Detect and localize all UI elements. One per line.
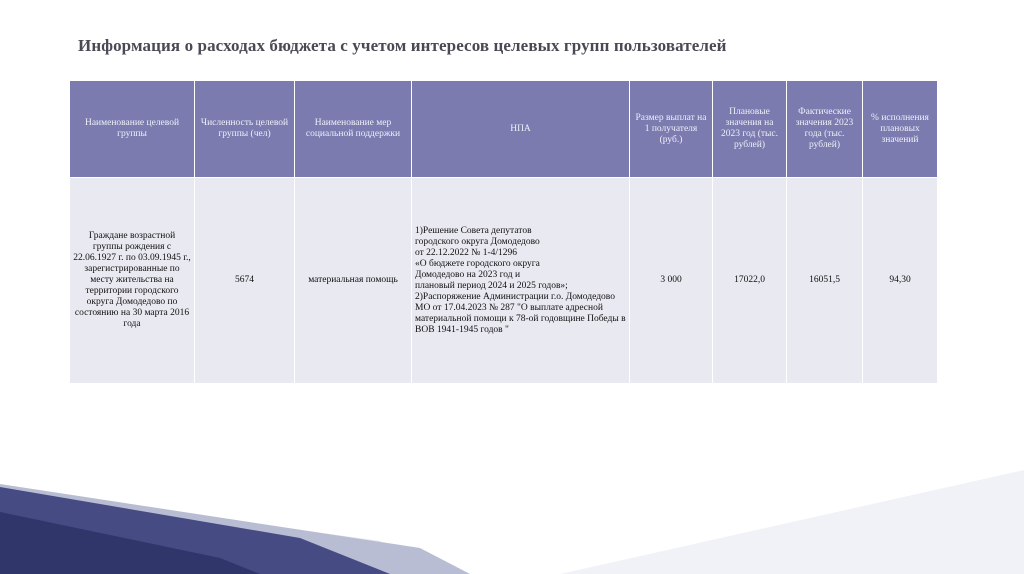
cell-target-group: Граждане возрастной группы рождения с 22.06.1927 г. по 03.09.1945 г., зарегистрированные по месту жительства на территории городского округа Домодедово по состоянию на 30 марта 2016 года: [70, 178, 195, 384]
header-support-measures: Наименование мер социальной поддержки: [295, 81, 412, 178]
cell-percent-execution: 94,30: [863, 178, 938, 384]
header-fact-2023: Фактические значения 2023 года (тыс. рублей): [787, 81, 863, 178]
cell-npa: 1)Решение Совета депутатов городского округа Домодедово от 22.12.2022 № 1-4/1296 «О бюджете городского округа Домодедово на 2023 год и плановый период 2024 и 2025 годов»; 2)Распоряжение Администрации г.о. Домодедово МО от 17.04.2023 № 287 "О выплате адресной материальной помощи к 78-ой годовщине Победы в ВОВ 1941-1945 годов ": [412, 178, 630, 384]
header-plan-2023: Плановые значения на 2023 год (тыс. рублей): [713, 81, 787, 178]
swoosh-right-fade: [560, 470, 1024, 574]
table-row: [70, 178, 938, 384]
swoosh-deep-band: [0, 512, 260, 574]
swoosh-mid-band: [0, 484, 470, 574]
cell-plan-2023: 17022,0: [713, 178, 787, 384]
swoosh-light-band: [0, 488, 420, 574]
header-group-size: Численность целевой группы (чел): [195, 81, 295, 178]
header-npa: НПА: [412, 81, 630, 178]
header-payment-size: Размер выплат на 1 получателя (руб.): [630, 81, 713, 178]
cell-fact-2023: 16051,5: [787, 178, 863, 384]
cell-support-measure: материальная помощь: [295, 178, 412, 384]
swoosh-dark-band: [0, 487, 390, 574]
header-percent-execution: % исполнения плановых значений: [863, 81, 938, 178]
slide-title: Информация о расходах бюджета с учетом интересов целевых групп пользователей: [78, 36, 727, 55]
budget-table: [69, 80, 938, 384]
cell-payment-size: 3 000: [630, 178, 713, 384]
header-target-group: Наименование целевой группы: [70, 81, 195, 178]
table-header-row: [70, 81, 938, 178]
cell-group-size: 5674: [195, 178, 295, 384]
